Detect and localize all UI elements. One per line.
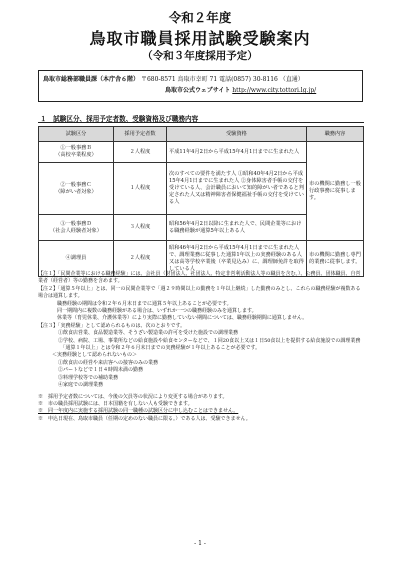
eligibility-cell: 次のすべての要件を満たす人 ①昭和40年4月2日から平成15年4月1日までに生まれた人 ②身体障害者手帳の交付を受けている人、会計職員において知的障がい者であると判定された人又は精神障害者保健福祉手帳の交付を受けている人 (167, 163, 307, 215)
exam-table (38, 126, 364, 277)
table-header-row (39, 127, 364, 142)
page-title: 鳥取市職員採用試験受験案内 (89, 29, 311, 48)
header-year: 令和２年度 (168, 10, 232, 25)
note-item: 休業等（育児休業、介護休業等）により実際に勤務していない期間については、職務経験期間に通算しません。 (52, 315, 308, 322)
category-name: ③一般事務Ｄ (60, 220, 92, 227)
note-item: 同一期間内に複数の職務経験がある場合は、いずれか一つの職務経験のみを通算します。 (52, 308, 257, 315)
note-item: 【注２】「通算５年以上」とは、同一の民間企業等で「週２９時間以上の勤務を１年以上継続」した勤務のみとし、これらの職務経験が複数ある場合は通算します。 (38, 285, 361, 300)
note-item: ①飲食店営業、食品製造業等、そうざい製造業の許可を受けた施設での調理業務 (58, 330, 239, 337)
category-name: ④調理員 (65, 255, 87, 261)
header-cell: 受験資格 (167, 127, 307, 142)
note-item: 【注３】「実務経験」として認められるものは、次のとおりです。 (38, 322, 186, 329)
note-item: ※ 同一年度内に実施する採用試験の同一職種の試験区分に申し込むことはできません。 (38, 408, 239, 415)
header-cell: 職務内容 (307, 127, 364, 142)
contact-site-label: 鳥取市公式ウェブサイト (165, 87, 231, 94)
note-item: ③料理学校等での補助業務 (58, 374, 119, 381)
eligibility-cell: 昭和56年4月2日以降に生まれた人で、民間企業等における職務経験が通算5年以上ある人 (167, 215, 307, 241)
section-divider (38, 122, 364, 123)
section-title: １ 試験区分、採用予定者数、受験資格及び職務内容 (40, 115, 199, 123)
note-item: ※ 市の職員採用試験には、日本国籍を有しない人も受験できます。 (38, 400, 193, 407)
header-cell: 試験区分 (39, 127, 114, 142)
header-cell: 採用予定者数 (114, 127, 167, 142)
note-item: ④家庭での調理業務 (58, 382, 104, 389)
contact-phone: 電話(0857) 30-8116 （直通） (219, 76, 304, 83)
note-item: ①飲食店の経営や来店客への接客のみの業務 (58, 359, 159, 366)
contact-address: 〒680-8571 鳥取市幸町 71 (140, 76, 218, 83)
note-item: ＜実務経験として認められないもの＞ (52, 352, 138, 359)
table-row (39, 142, 364, 163)
note-item: ②パートなどで１日４時間未満の勤務 (58, 367, 144, 374)
page-subtitle: （令和３年度採用予定） (142, 50, 258, 62)
note-item: ②学校、病院、工場、事業所などの給食施設や給食センターなどで、１回20食以上又は１日50食以上を提供する給食施設での調理業務 (58, 337, 361, 344)
category-name: ①一般事務Ｂ (60, 145, 92, 151)
note-item: 「通算１年以上」とは令和２年６月末日までの実務経験が１年以上あることが必要です。 (58, 345, 261, 352)
eligibility-cell: 昭和46年4月2日から平成15年4月1日までに生まれた人で、調理業務に従事した通算1年以上の実務経験のある人 又は高等学校卒業後（卒業見込み）に、調理師免許を取得している人 (167, 241, 307, 277)
eligibility-cell: 平成11年4月2日から平成15年4月1日までに生まれた人 (167, 142, 307, 163)
category-note: （障がい者対象） (55, 188, 97, 195)
duty-cell: 市の機関に勤務し一般行政事務に従事します。 (307, 142, 364, 241)
quota-cell: １人程度 (114, 163, 167, 215)
note-item: ※ 採用予定者数については、今後の欠員等の状況により変更する場合があります。 (38, 393, 228, 400)
duty-cell: 市の機関に勤務し専門的業務に従事します。 (307, 241, 364, 277)
category-note: （高校卒業程度） (55, 152, 97, 158)
note-item: 職務経験の期間は令和２年６月末日までに通算５年以上あることが必要です。 (52, 300, 232, 307)
contact-url-link[interactable]: http://www.city.tottori.lg.jp/ (232, 87, 317, 94)
page-number: - 1 - (194, 540, 206, 547)
category-note: （社会人経験者対象） (50, 227, 102, 234)
quota-cell: ２人程度 (114, 142, 167, 163)
quota-cell: ３人程度 (114, 215, 167, 241)
category-name: ②一般事務Ｃ (60, 181, 92, 188)
note-item: ※ 申込日現在、鳥取市職員（任期の定めのない職員に限る。）である人は、受験できません。 (38, 415, 251, 422)
contact-dept: 鳥取市総務部職員課（本庁舎６階） (43, 76, 140, 83)
contact-box (38, 70, 363, 102)
quota-cell: ２人程度 (114, 241, 167, 277)
notes-section (38, 271, 364, 423)
note-item: 【注１】「民間企業等における職務経験」には、会社員（財団法人、社団法人、特定非営利活動法人等の職員を含む。）、公務員、団体職員、自営業者（経営者）等の勤務を含めます。 (38, 271, 361, 285)
